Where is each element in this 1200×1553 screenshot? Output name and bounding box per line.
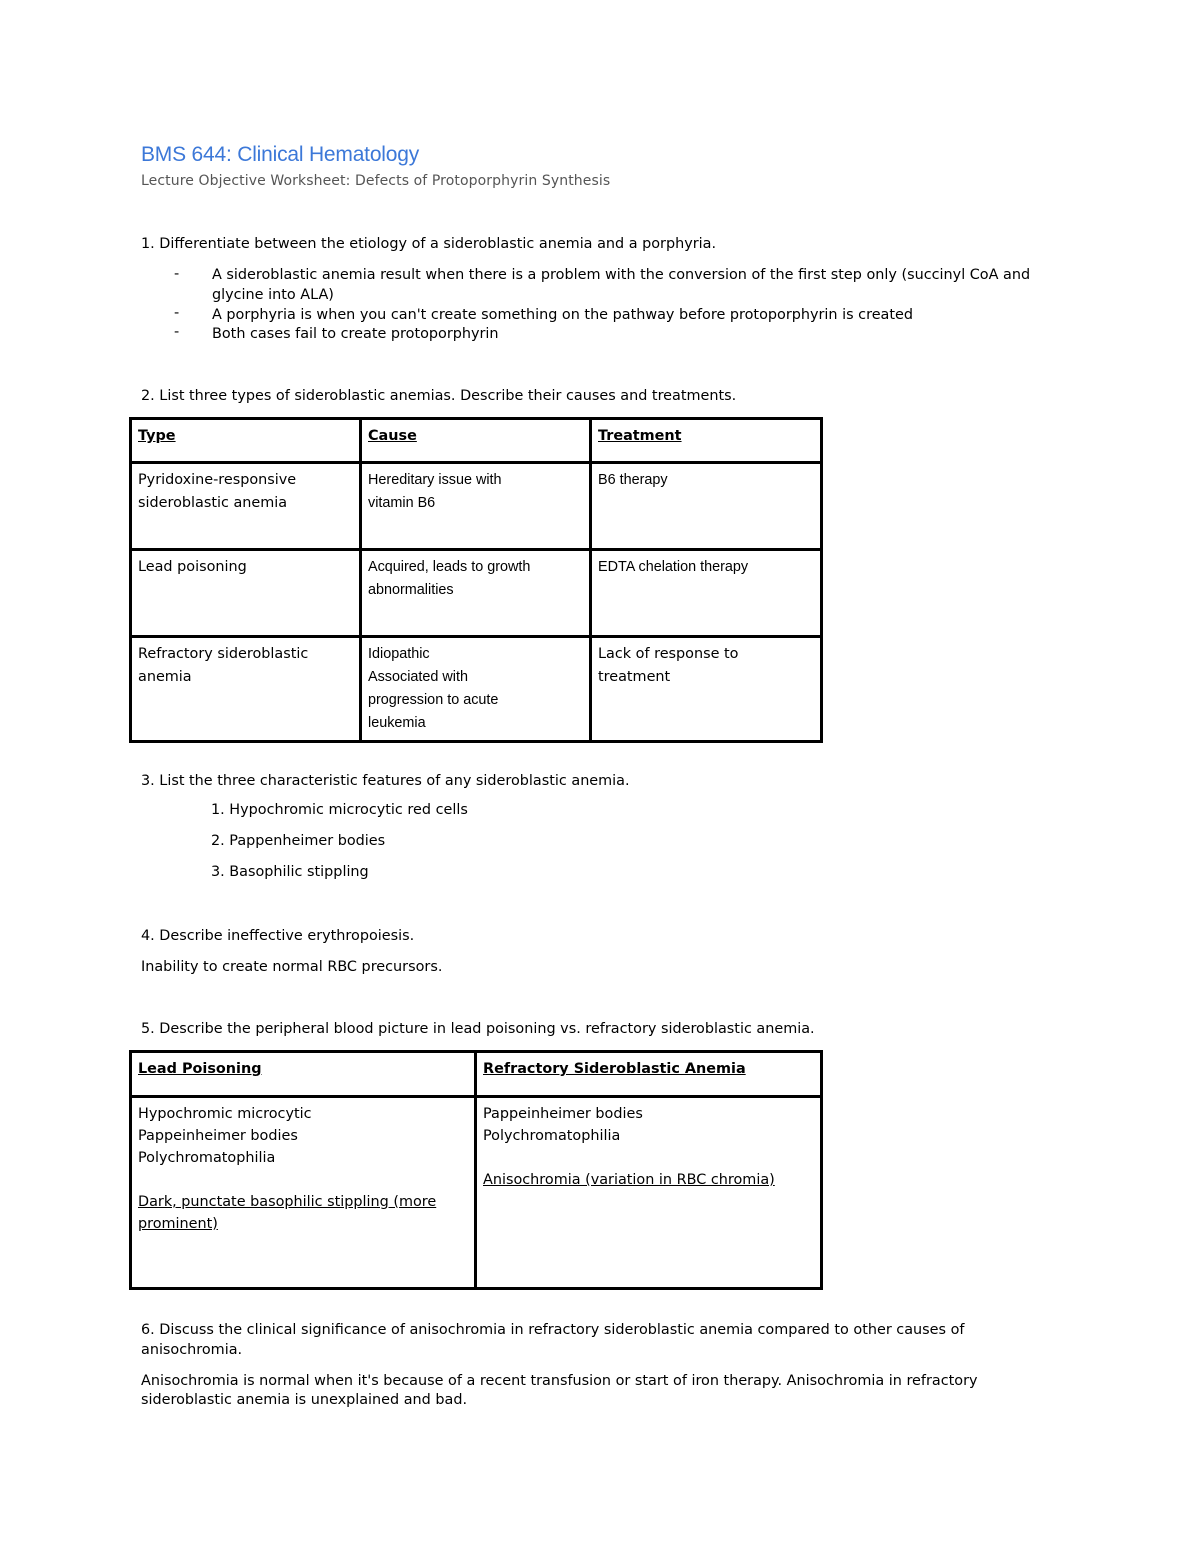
- cell-text: progression to acute: [368, 692, 499, 708]
- page-subtitle: Lecture Objective Worksheet: Defects of Protoporphyrin Synthesis: [141, 173, 611, 189]
- header-type: Type: [138, 428, 176, 444]
- answer-6-line-2: sideroblastic anemia is unexplained and bad.: [141, 1392, 468, 1408]
- cell-text: leukemia: [368, 715, 426, 731]
- cell-text: Refractory sideroblastic: [138, 646, 309, 662]
- cell-text: treatment: [598, 669, 671, 685]
- table-row: [131, 463, 822, 550]
- cell-text: Pappeinheimer bodies: [138, 1128, 298, 1144]
- cell-text: Lack of response to: [598, 646, 739, 662]
- cell-text: anemia: [138, 669, 192, 685]
- q3-list-item: 1. Hypochromic microcytic red cells: [211, 802, 468, 818]
- cell-text-underlined: Anisochromia (variation in RBC chromia): [483, 1172, 775, 1188]
- cell-text: Polychromatophilia: [483, 1128, 621, 1144]
- question-2: 2. List three types of sideroblastic anemias. Describe their causes and treatments.: [141, 388, 737, 404]
- question-1: 1. Differentiate between the etiology of a sideroblastic anemia and a porphyria.: [141, 236, 717, 252]
- question-6-line-1: 6. Discuss the clinical significance of anisochromia in refractory sideroblastic anemia compared to other causes of: [141, 1322, 965, 1338]
- cell-text: abnormalities: [368, 582, 454, 598]
- q1-bullet-1: A sideroblastic anemia result when there is a problem with the conversion of the first step only (succinyl CoA and glycine into ALA): [212, 267, 1031, 303]
- q1-bullet-2: A porphyria is when you can't create something on the pathway before protoporphyrin is created: [212, 307, 914, 323]
- cell-text: Associated with: [368, 669, 468, 685]
- bullet-marker: -: [174, 324, 180, 340]
- answer-4: Inability to create normal RBC precursors.: [141, 959, 443, 975]
- question-5: 5. Describe the peripheral blood picture in lead poisoning vs. refractory sideroblastic anemia.: [141, 1021, 815, 1037]
- cell-text: Idiopathic: [368, 646, 430, 662]
- answer-6-line-1: Anisochromia is normal when it's because of a recent transfusion or start of iron therapy. Anisochromia in refractory: [141, 1373, 978, 1389]
- header-lead-poisoning: Lead Poisoning: [138, 1061, 262, 1077]
- bullet-marker: -: [174, 305, 180, 321]
- cell-text: vitamin B6: [368, 495, 436, 511]
- cell-text: Hereditary issue with: [368, 472, 502, 488]
- question-3: 3. List the three characteristic features of any sideroblastic anemia.: [141, 773, 630, 789]
- cell-text: Pappeinheimer bodies: [483, 1106, 643, 1122]
- cell-text-underlined: Dark, punctate basophilic stippling (more: [138, 1194, 437, 1210]
- question-4: 4. Describe ineffective erythropoiesis.: [141, 928, 415, 944]
- table-row: [131, 550, 822, 637]
- cell-text: B6 therapy: [598, 472, 668, 488]
- cell-text-underlined: prominent): [138, 1216, 218, 1232]
- cell-text: Polychromatophilia: [138, 1150, 276, 1166]
- q1-bullet-3: Both cases fail to create protoporphyrin: [212, 326, 499, 342]
- header-cause: Cause: [368, 428, 417, 444]
- cell-text: Lead poisoning: [138, 559, 247, 575]
- q3-list-item: 3. Basophilic stippling: [211, 864, 369, 880]
- cell-text: Hypochromic microcytic: [138, 1106, 312, 1122]
- blood-picture-table: [129, 1050, 823, 1290]
- question-6-line-2: anisochromia.: [141, 1342, 243, 1358]
- header-treatment: Treatment: [598, 428, 682, 444]
- q3-list-item: 2. Pappenheimer bodies: [211, 833, 386, 849]
- table-header-row: [131, 419, 822, 463]
- cell-text: sideroblastic anemia: [138, 495, 288, 511]
- cell-text: EDTA chelation therapy: [598, 559, 749, 575]
- page-title: BMS 644: Clinical Hematology: [141, 143, 420, 166]
- table-row: [131, 637, 822, 742]
- table-header-row: [131, 1052, 822, 1097]
- cell-text: Pyridoxine-responsive: [138, 472, 297, 488]
- table-row: [131, 1097, 822, 1289]
- header-refractory: Refractory Sideroblastic Anemia: [483, 1061, 746, 1077]
- bullet-marker: -: [174, 266, 180, 282]
- sideroblastic-types-table: [129, 417, 823, 743]
- cell-text: Acquired, leads to growth: [368, 559, 531, 575]
